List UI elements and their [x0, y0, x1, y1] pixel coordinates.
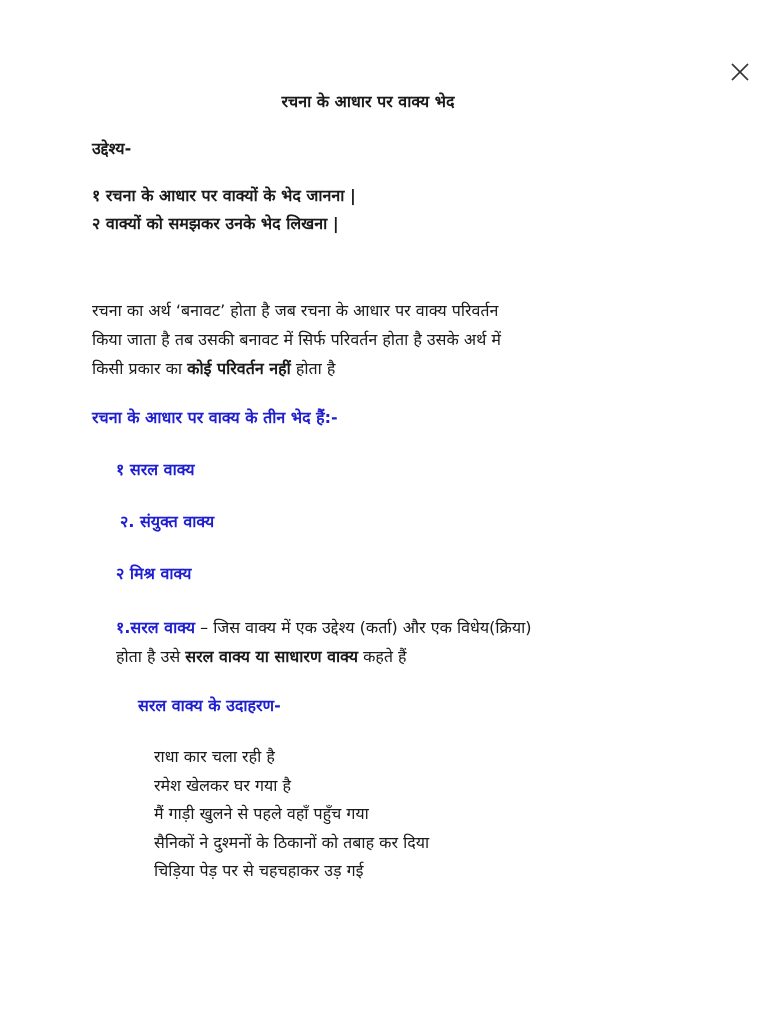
- definition-text: होता है उसे: [116, 647, 186, 666]
- definition-text: – जिस वाक्य में एक उद्देश्य (कर्ता) और एक विधेय(क्रिया): [195, 618, 532, 637]
- close-button[interactable]: [726, 58, 754, 86]
- simple-sentence-definition: [116, 613, 676, 671]
- intro-text: होता है: [290, 359, 336, 378]
- definition-line: [116, 642, 676, 671]
- objectives-label: उद्देश्य-: [92, 139, 132, 158]
- intro-text: किसी प्रकार का: [92, 359, 188, 378]
- definition-text: कहते हैं: [357, 647, 407, 666]
- objective-item: १ रचना के आधार पर वाक्यों के भेद जानना |: [92, 186, 356, 205]
- intro-line: किया जाता है तब उसकी बनावट में सिर्फ परिवर्तन होता है उसके अर्थ में: [92, 330, 501, 349]
- definition-term: १.सरल वाक्य: [116, 618, 196, 637]
- intro-line: [92, 354, 652, 383]
- intro-line: रचना का अर्थ ‘बनावट’ होता है जब रचना के आधार पर वाक्य परिवर्तन: [92, 301, 499, 320]
- page-title: रचना के आधार पर वाक्य भेद: [281, 92, 455, 111]
- example-item: मैं गाड़ी खुलने से पहले वहाँ पहुँच गया: [154, 804, 369, 823]
- example-item: राधा कार चला रही है: [154, 747, 275, 766]
- type-item-compound: २. संयुक्त वाक्य: [120, 512, 215, 531]
- example-item: सैनिकों ने दुश्मनों के ठिकानों को तबाह कर दिया: [154, 832, 430, 852]
- objective-item: २ वाक्यों को समझकर उनके भेद लिखना |: [92, 214, 339, 233]
- example-item: रमेश खेलकर घर गया है: [154, 775, 292, 795]
- definition-line: [116, 613, 676, 642]
- examples-heading: सरल वाक्य के उदाहरण-: [138, 696, 281, 715]
- type-item-simple: १ सरल वाक्य: [116, 460, 195, 479]
- definition-emphasis: सरल वाक्य या साधारण वाक्य: [185, 647, 358, 666]
- types-heading: रचना के आधार पर वाक्य के तीन भेद हैं:-: [92, 408, 338, 427]
- examples-list: [154, 743, 429, 886]
- example-item: चिड़िया पेड़ पर से चहचहाकर उड़ गई: [154, 861, 364, 880]
- type-item-complex: २ मिश्र वाक्य: [116, 564, 192, 583]
- intro-paragraph: [92, 296, 652, 383]
- close-icon: [726, 58, 754, 86]
- intro-emphasis: कोई परिवर्तन नहीं: [187, 359, 291, 378]
